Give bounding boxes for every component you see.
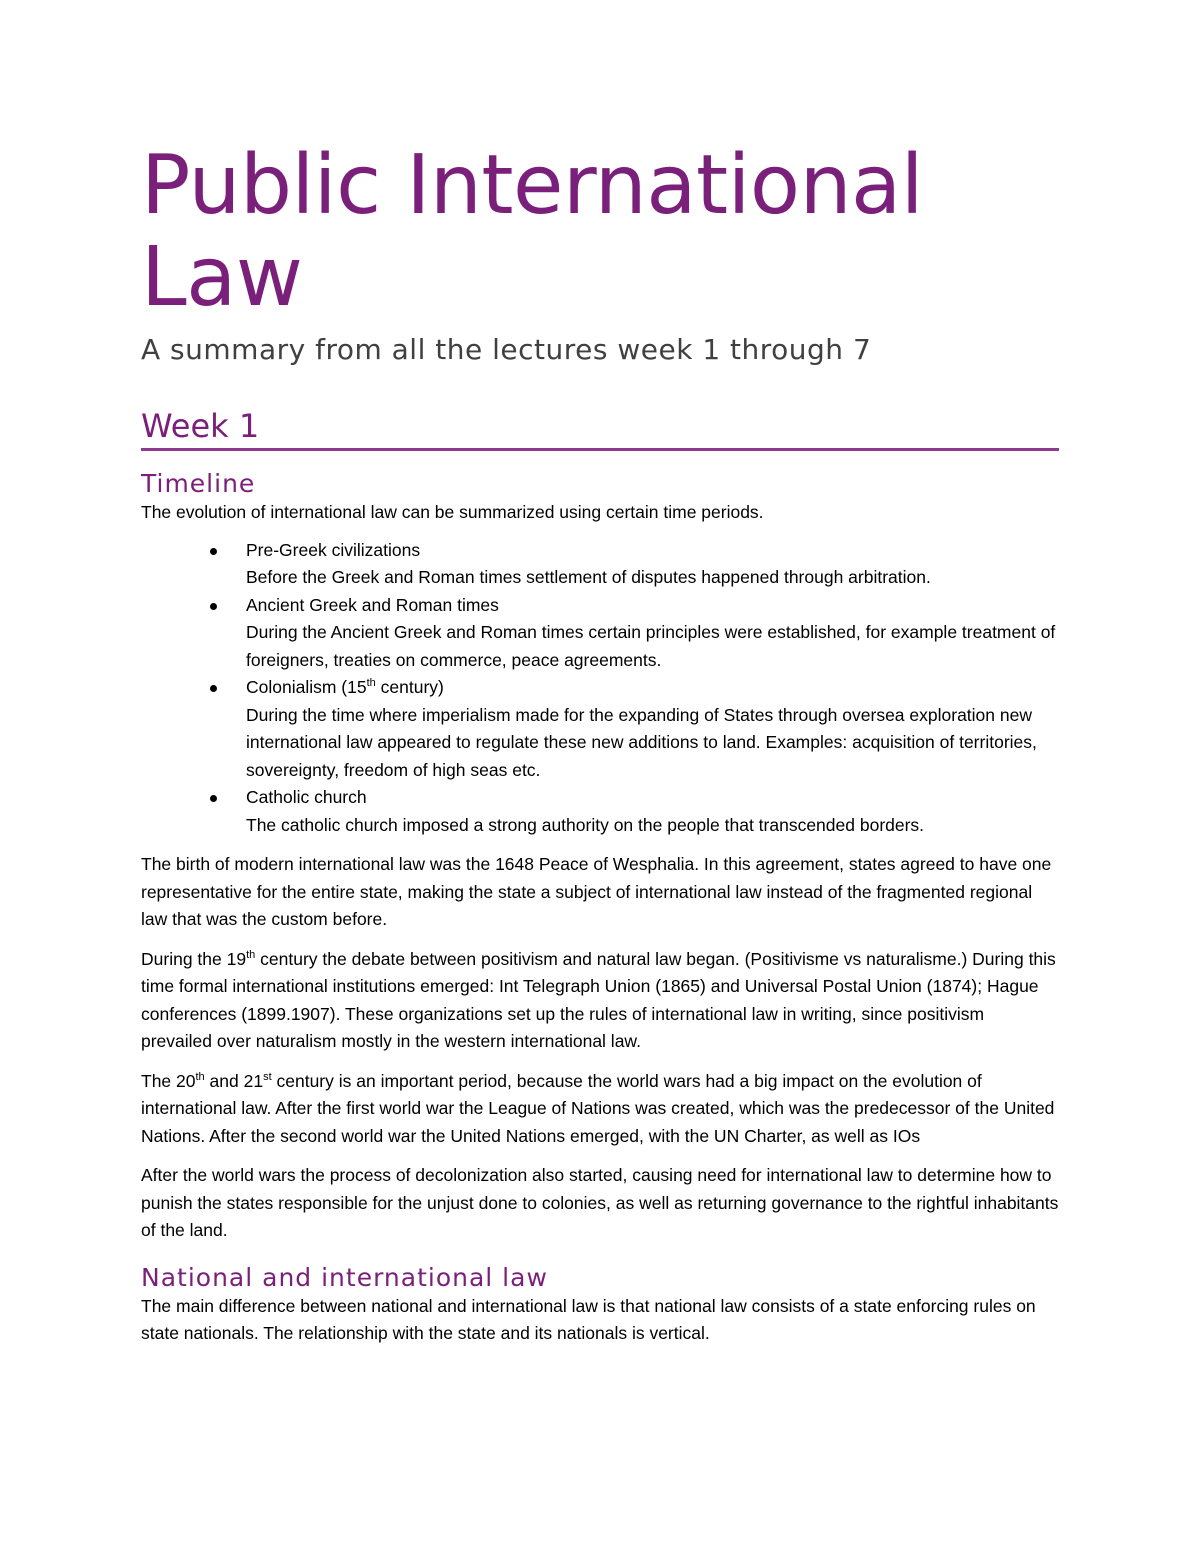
- bullet-icon: [210, 795, 217, 802]
- list-item-title: Ancient Greek and Roman times: [246, 594, 499, 615]
- list-item-title: Pre-Greek civilizations: [246, 539, 421, 560]
- list-item: [141, 537, 1059, 592]
- bullet-icon: [210, 548, 217, 555]
- document-subtitle: A summary from all the lectures week 1 through 7: [141, 333, 872, 366]
- week-1-heading: Week 1: [141, 406, 1059, 451]
- paragraph-20th-21st-century: The 20th and 21st century is an important period, because the world wars had a big impact on the evolution of international law. After the first world war the League of Nations was created, which was the predecessor of the United Nations. After the second world war the United Nations emerged, with the UN Charter, as well as IOs: [141, 1070, 1055, 1146]
- national-international-heading: National and international law: [141, 1262, 548, 1292]
- list-item: [141, 592, 1059, 675]
- list-item: [141, 784, 1059, 839]
- list-item-title: Colonialism (15th century): [246, 677, 444, 697]
- document-title: Public International Law: [141, 138, 924, 325]
- list-item-description: The catholic church imposed a strong authority on the people that transcended borders.: [246, 814, 925, 835]
- timeline-intro: The evolution of international law can be summarized using certain time periods.: [141, 502, 764, 522]
- timeline-list: [141, 537, 1059, 840]
- paragraph-westphalia: The birth of modern international law was the 1648 Peace of Wesphalia. In this agreement, states agreed to have one representative for the entire state, making the state a subject of international law instead of the fragmented regional law that was the custom before.: [141, 854, 1052, 929]
- document-page: [141, 140, 1059, 1348]
- paragraph-19th-century: During the 19th century the debate between positivism and natural law began. (Positivisme vs naturalisme.) During this time formal international institutions emerged: Int Telegraph Union (1865) and Universal Postal Union (1874); Hague conferences (1899.1907). These organizations set up the rules of international law in writing, since positivism prevailed over naturalism mostly in the western international law.: [141, 948, 1056, 1051]
- list-item: [141, 674, 1059, 784]
- paragraph-national-law: The main difference between national and international law is that national law consists of a state enforcing rules on state nationals. The relationship with the state and its nationals is vertical.: [141, 1295, 1036, 1343]
- bullet-icon: [210, 685, 217, 692]
- timeline-heading: Timeline: [141, 469, 256, 498]
- list-item-title: Catholic church: [246, 787, 367, 807]
- bullet-icon: [210, 603, 217, 610]
- list-item-description: Before the Greek and Roman times settlement of disputes happened through arbitration.: [246, 567, 931, 587]
- list-item-description: During the Ancient Greek and Roman times certain principles were established, for example treatment of foreigners, treaties on commerce, peace agreements.: [246, 622, 1056, 670]
- list-item-description: During the time where imperialism made for the expanding of States through oversea exploration new international law appeared to regulate these new additions to land. Examples: acquisition of territories, sovereignty, freedom of high seas etc.: [246, 704, 1037, 780]
- paragraph-decolonization: After the world wars the process of decolonization also started, causing need for international law to determine how to punish the states responsible for the unjust done to colonies, as well as returning governance to the rightful inhabitants of the land.: [141, 1165, 1059, 1240]
